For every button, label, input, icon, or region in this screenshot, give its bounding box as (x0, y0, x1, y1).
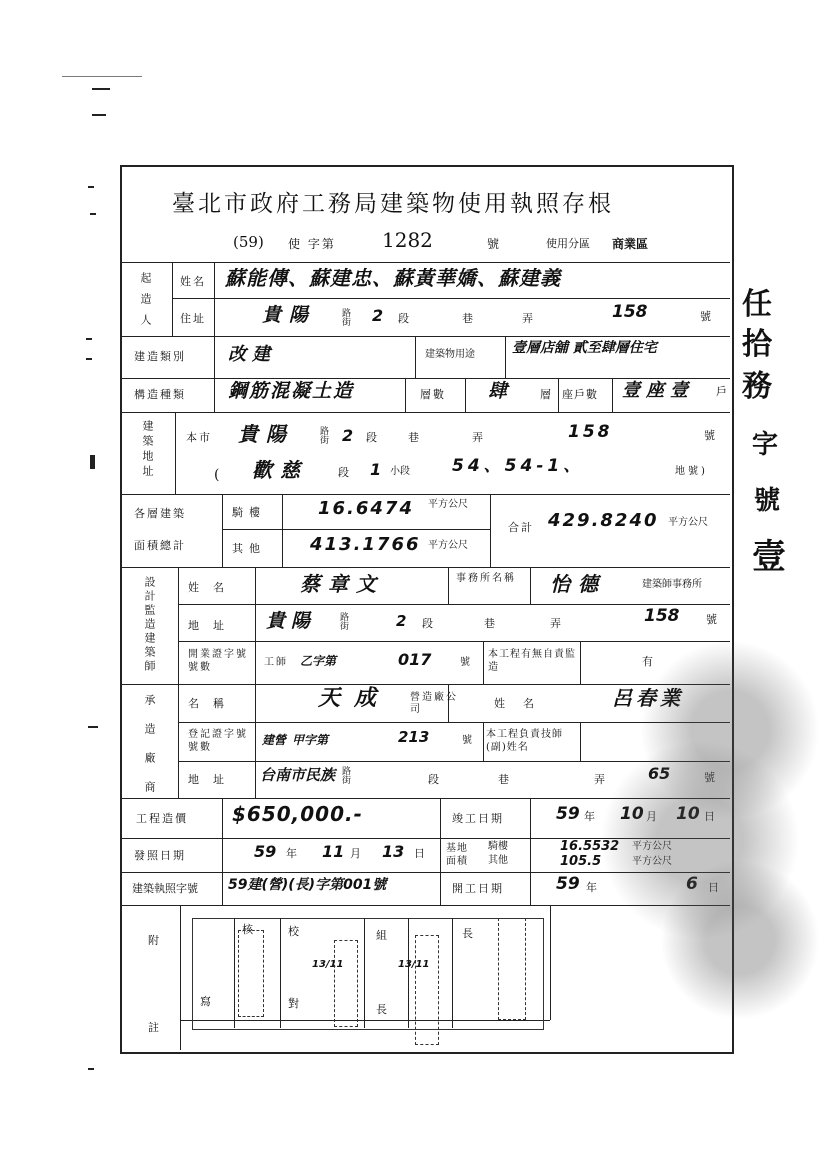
reg-no: 213 (398, 728, 430, 746)
base-other-value: 105.5 (560, 854, 602, 869)
seal-stamp (238, 930, 264, 1017)
col-divider (172, 262, 173, 336)
applicant-addr-no-label: 號 (700, 310, 713, 323)
stamp-divider (234, 918, 235, 1028)
col-divider (580, 722, 581, 761)
base-other-label: 其他 (488, 855, 508, 866)
col-divider (255, 567, 256, 798)
designer-addr-no-label: 號 (706, 613, 719, 626)
office-suffix: 建築師事務所 (642, 579, 702, 590)
col-divider (530, 798, 531, 905)
col-divider (490, 494, 491, 567)
stamp-divider (408, 918, 409, 1028)
review-bottom-check: 對 (288, 997, 301, 1010)
col-divider (448, 567, 449, 604)
designer-addr-road-suffix: 路街 (338, 612, 348, 630)
col-divider (465, 378, 466, 412)
base-label: 基地面積 (446, 843, 468, 867)
start-d: 日 (708, 881, 721, 894)
zone-value: 商業區 (612, 237, 649, 251)
contractor-addr-sec-label: 段 (428, 773, 441, 786)
start-y: 年 (586, 881, 599, 894)
contractor-person-label: 姓名 (494, 697, 552, 710)
col-divider (214, 336, 215, 412)
site-district-label: 段 (338, 466, 351, 479)
review-col-section: 組 (376, 929, 389, 942)
units-value: 壹座壹 (622, 380, 694, 401)
office-value: 怡德 (550, 572, 606, 596)
col-divider (415, 336, 416, 378)
designer-label: 設計監造建築師 (143, 576, 156, 674)
row-divider (122, 412, 730, 413)
applicant-name-label: 姓名 (180, 275, 206, 288)
site-lot-label: 地號) (675, 466, 708, 477)
site-sec: 2 (342, 426, 354, 445)
done-d: 日 (704, 810, 717, 823)
floors-label: 層數 (420, 388, 446, 401)
permit-year: (59) (233, 233, 264, 251)
use-label: 建築物用途 (425, 349, 475, 360)
site-no-label: 號 (704, 429, 717, 442)
total-label: 合計 (508, 521, 534, 534)
designer-addr-sec: 2 (396, 612, 407, 630)
col-divider (178, 567, 179, 798)
issue-month: 11 (322, 842, 345, 861)
review-bottom-write: 寫 (200, 995, 213, 1008)
review-bottom-chief: 長 (376, 1003, 389, 1016)
remarks-label-top: 附 (148, 934, 161, 947)
col-divider (505, 336, 506, 378)
row-divider (122, 684, 730, 685)
margin-char: 任 (742, 287, 772, 322)
applicant-addr-road: 貴陽 (262, 304, 317, 326)
review-date-1: 13/11 (312, 959, 344, 970)
done-day: 10 (676, 804, 700, 824)
engineer-label: 本工程有無自責監造 (488, 649, 576, 673)
row-divider (172, 298, 730, 299)
col-divider (214, 262, 215, 336)
designer-name-label: 姓名 (188, 581, 238, 594)
scan-mark (90, 455, 95, 469)
tech-label: 本工程負責技師(副)姓名 (486, 729, 563, 753)
permit-number: 1282 (382, 228, 433, 252)
contractor-addr-no-label: 號 (704, 771, 717, 784)
designer-addr-sec-label: 段 (422, 617, 435, 630)
arcade-unit: 平方公尺 (428, 499, 468, 510)
designer-addr-lane-label: 巷 (484, 617, 497, 630)
col-divider (222, 494, 223, 567)
row-divider (222, 529, 490, 530)
start-year: 59 (556, 874, 580, 894)
contractor-name-label: 名稱 (188, 697, 238, 710)
engineer-value: 有 (642, 655, 655, 668)
site-city: 本市 (186, 431, 212, 444)
use-value: 壹層店舖 貳至肆層住宅 (512, 340, 657, 356)
site-open-paren: ( (214, 467, 222, 483)
contractor-name-suffix: 營造廠公司 (410, 692, 458, 715)
license-no: 017 (398, 650, 432, 669)
floors-unit: 層 (540, 388, 553, 401)
col-divider (222, 798, 223, 905)
issue-year: 59 (254, 842, 277, 861)
site-sec-label: 段 (366, 431, 379, 444)
site-no: 158 (568, 422, 613, 442)
total-value: 429.8240 (548, 510, 659, 531)
done-year: 59 (556, 804, 580, 824)
scan-mark (88, 726, 98, 728)
bp-value: 59建(營)(長)字第001號 (228, 877, 387, 893)
designer-addr-road: 貴陽 (266, 610, 317, 632)
scan-mark (86, 338, 92, 340)
structure-label: 構造種類 (134, 388, 186, 401)
issue-d: 日 (414, 847, 427, 860)
license-label: 開業證字號號數 (188, 649, 248, 673)
total-unit: 平方公尺 (668, 517, 708, 528)
cost-value: $650,000.- (232, 802, 363, 826)
designer-addr-no: 158 (644, 606, 680, 626)
row-divider (122, 494, 730, 495)
license-grade: 乙字第 (300, 654, 337, 668)
site-alley-label: 弄 (472, 431, 485, 444)
units-unit: 戶 (716, 385, 729, 398)
issue-label: 發照日期 (134, 849, 186, 862)
build-type-value: 改建 (228, 344, 276, 365)
site-subsec-label: 小段 (390, 466, 410, 477)
site-lane-label: 巷 (408, 431, 421, 444)
office-label: 事務所名稱 (456, 573, 516, 584)
other-label: 其他 (232, 542, 266, 555)
applicant-addr-label: 住址 (180, 312, 206, 325)
seal-stamp (498, 918, 526, 1020)
units-label: 座戶數 (562, 388, 598, 401)
scan-mark (86, 358, 92, 360)
arcade-value: 16.6474 (318, 498, 414, 519)
col-divider (550, 905, 551, 1020)
contractor-addr-no: 65 (648, 764, 671, 783)
scan-mark (92, 88, 110, 90)
scan-mark (88, 1068, 94, 1070)
issue-day: 13 (382, 842, 405, 861)
structure-value: 鋼筋混凝土造 (228, 380, 355, 402)
applicant-addr-no: 158 (612, 302, 648, 322)
seal-stamp (334, 940, 358, 1027)
col-divider (440, 798, 441, 905)
arcade-label: 騎樓 (232, 506, 266, 519)
col-divider (405, 378, 406, 412)
area-label-top: 各層建築 (134, 507, 186, 520)
contractor-addr-value: 台南市民族 (260, 766, 336, 784)
row-divider (178, 604, 730, 605)
site-subsec: 1 (370, 460, 382, 479)
seal-stamp (415, 935, 439, 1045)
col-divider (282, 494, 283, 567)
site-district: 歡慈 (252, 458, 308, 482)
designer-name-value: 蔡章文 (300, 572, 384, 596)
done-y: 年 (584, 810, 597, 823)
start-label: 開工日期 (452, 882, 504, 895)
reg-grade: 甲字第 (292, 733, 329, 747)
page-title: 臺北市政府工務局建築物使用執照存根 (172, 191, 614, 217)
margin-char: 拾 (742, 327, 772, 362)
contractor-label: 承造廠商 (143, 694, 156, 810)
other-value: 413.1766 (310, 534, 421, 555)
row-divider (122, 567, 730, 568)
contractor-name-value: 天成 (318, 686, 391, 711)
stamp-divider (280, 918, 281, 1028)
applicant-addr-sec-label: 段 (398, 312, 411, 325)
build-type-label: 建造類別 (134, 350, 186, 363)
site-lots: 54、54-1、 (452, 456, 585, 476)
base-arcade-unit: 平方公尺 (632, 841, 672, 852)
contractor-addr-road-suffix: 路街 (340, 766, 350, 784)
contractor-addr-label: 地址 (188, 773, 238, 786)
zone-label: 使用分區 (546, 237, 590, 250)
scan-mark (88, 186, 94, 188)
base-arcade-value: 16.5532 (560, 839, 620, 854)
review-col-proof: 校 (288, 925, 301, 938)
col-divider (530, 567, 531, 604)
seal-watermark (660, 860, 820, 1020)
done-label: 竣工日期 (452, 812, 504, 825)
applicant-addr-alley-label: 弄 (522, 312, 535, 325)
base-arcade-label: 騎樓 (488, 841, 508, 852)
designer-addr-alley-label: 弄 (550, 617, 563, 630)
review-date-2: 13/11 (398, 959, 430, 970)
done-month: 10 (620, 804, 644, 824)
applicant-names: 蘇能傳、蘇建忠、蘇黃華嬌、蘇建義 (225, 266, 561, 290)
base-other-unit: 平方公尺 (632, 856, 672, 867)
scan-mark (90, 213, 96, 215)
site-label: 建築地址 (141, 420, 154, 480)
col-divider (483, 722, 484, 761)
applicant-addr-road-suffix: 路街 (340, 308, 350, 326)
contractor-addr-alley-label: 弄 (594, 773, 607, 786)
permit-suffix: 號 (487, 237, 500, 251)
contractor-person-value: 呂春業 (612, 686, 684, 710)
contractor-addr-lane-label: 巷 (498, 773, 511, 786)
site-road-suffix: 路街 (318, 426, 328, 444)
applicant-addr-sec: 2 (372, 306, 384, 325)
cost-label: 工程造價 (136, 812, 188, 825)
floors-value: 肆 (488, 380, 508, 402)
margin-char: 壹 (752, 537, 786, 577)
review-col-check: 核 (242, 923, 255, 936)
other-unit: 平方公尺 (428, 540, 468, 551)
designer-addr-label: 地址 (188, 619, 238, 632)
col-divider (483, 641, 484, 684)
col-divider (175, 412, 176, 494)
reg-label: 登記證字號號數 (188, 729, 248, 753)
review-col-chief: 長 (462, 927, 475, 940)
scan-mark (92, 114, 106, 116)
stamp-divider (364, 918, 365, 1028)
applicant-addr-lane-label: 巷 (462, 312, 475, 325)
stamp-divider (452, 918, 453, 1028)
applicant-section-label: 起造人 (139, 272, 152, 335)
start-day: 6 (686, 874, 698, 894)
col-divider (612, 378, 613, 412)
bp-label: 建築執照字號 (132, 882, 198, 895)
margin-char: 號 (754, 486, 781, 516)
site-road: 貴陽 (238, 422, 294, 446)
license-suffix: 號 (460, 657, 470, 668)
done-m: 月 (646, 810, 659, 823)
col-divider (558, 378, 559, 412)
area-label-bottom: 面積總計 (134, 539, 186, 552)
scan-mark (62, 76, 142, 77)
remarks-label-bottom: 註 (148, 1021, 161, 1034)
issue-m: 月 (350, 847, 363, 860)
margin-char: 字 (752, 430, 779, 460)
col-divider (180, 905, 181, 1050)
margin-char: 務 (742, 369, 772, 404)
license-prefix: 工師 (264, 657, 288, 668)
permit-prefix: 使 字第 (288, 237, 336, 251)
reg-suffix: 號 (462, 735, 472, 746)
reg-prefix: 建營 (262, 733, 287, 747)
col-divider (580, 641, 581, 684)
issue-y: 年 (286, 847, 299, 860)
